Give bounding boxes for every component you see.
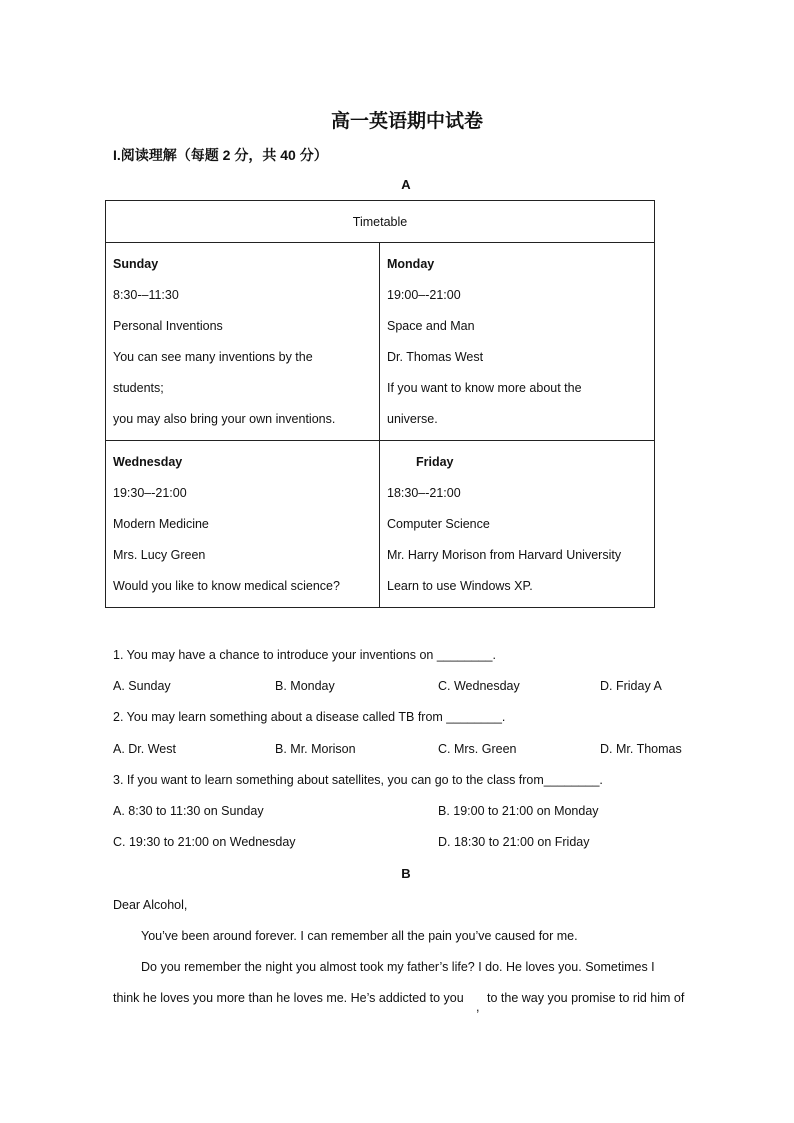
cell-text: You can see many inventions by the	[113, 350, 313, 364]
page-title: 高一英语期中试卷	[330, 110, 483, 132]
cell-time: 8:30-–11:30	[113, 288, 179, 302]
cell-topic: Personal Inventions	[113, 319, 223, 333]
question-2-option-d: D. Mr. Thomas	[600, 742, 682, 756]
letter-paragraph-2-line-2a: think he loves you more than he loves me. He’s addicted to you	[113, 991, 464, 1005]
question-1-option-d: D. Friday A	[600, 679, 662, 693]
cell-text: you may also bring your own inventions.	[113, 412, 336, 426]
cell-day: Friday	[416, 455, 454, 469]
timetable-cell-wednesday	[106, 441, 380, 608]
letter-comma-mark: ,	[476, 1000, 480, 1014]
question-3-option-d: D. 18:30 to 21:00 on Friday	[438, 835, 590, 849]
cell-day: Monday	[387, 257, 435, 271]
cell-text: Mrs. Lucy Green	[113, 548, 206, 562]
question-2-option-b: B. Mr. Morison	[275, 742, 356, 756]
section-heading: I.阅读理解（每题 2 分，共 40 分）	[113, 147, 328, 163]
cell-topic: Modern Medicine	[113, 517, 209, 531]
question-1-option-b: B. Monday	[275, 679, 335, 693]
cell-time: 19:30–-21:00	[113, 486, 187, 500]
cell-day: Wednesday	[113, 455, 183, 469]
letter-salutation: Dear Alcohol,	[113, 898, 188, 912]
timetable-cell-monday	[380, 243, 655, 441]
cell-text: Learn to use Windows XP.	[387, 579, 533, 593]
letter-paragraph-2-line-1: Do you remember the night you almost took my father’s life? I do. He loves you. Sometimes I	[141, 960, 655, 974]
question-3-option-a: A. 8:30 to 11:30 on Sunday	[113, 804, 264, 818]
cell-day: Sunday	[113, 257, 159, 271]
cell-text: If you want to know more about the	[387, 381, 582, 395]
question-2-option-a: A. Dr. West	[113, 742, 176, 756]
letter-paragraph-1: You’ve been around forever. I can remember all the pain you’ve caused for me.	[141, 929, 578, 943]
letter-paragraph-2-line-2b: to the way you promise to rid him of	[487, 991, 685, 1005]
question-1-option-c: C. Wednesday	[438, 679, 520, 693]
question-3-option-c: C. 19:30 to 21:00 on Wednesday	[113, 835, 296, 849]
cell-topic: Space and Man	[387, 319, 475, 333]
question-1-stem: 1. You may have a chance to introduce your inventions on ________.	[113, 648, 496, 662]
passage-a-label: A	[401, 177, 411, 192]
cell-time: 19:00–-21:00	[387, 288, 461, 302]
question-2-option-c: C. Mrs. Green	[438, 742, 517, 756]
cell-text: Would you like to know medical science?	[113, 579, 340, 593]
timetable	[105, 200, 655, 608]
passage-b-label: B	[401, 866, 411, 881]
question-3-option-b: B. 19:00 to 21:00 on Monday	[438, 804, 599, 818]
cell-time: 18:30–-21:00	[387, 486, 461, 500]
cell-text: Mr. Harry Morison from Harvard University	[387, 548, 622, 562]
question-3-stem: 3. If you want to learn something about satellites, you can go to the class from________.	[113, 773, 603, 787]
question-2-stem: 2. You may learn something about a disease called TB from ________.	[113, 710, 506, 724]
cell-text: Dr. Thomas West	[387, 350, 484, 364]
cell-topic: Computer Science	[387, 517, 490, 531]
timetable-header: Timetable	[106, 201, 655, 243]
question-1-option-a: A. Sunday	[113, 679, 171, 693]
cell-text: students;	[113, 381, 164, 395]
cell-text: universe.	[387, 412, 438, 426]
timetable-cell-friday	[380, 441, 655, 608]
timetable-cell-sunday	[106, 243, 380, 441]
